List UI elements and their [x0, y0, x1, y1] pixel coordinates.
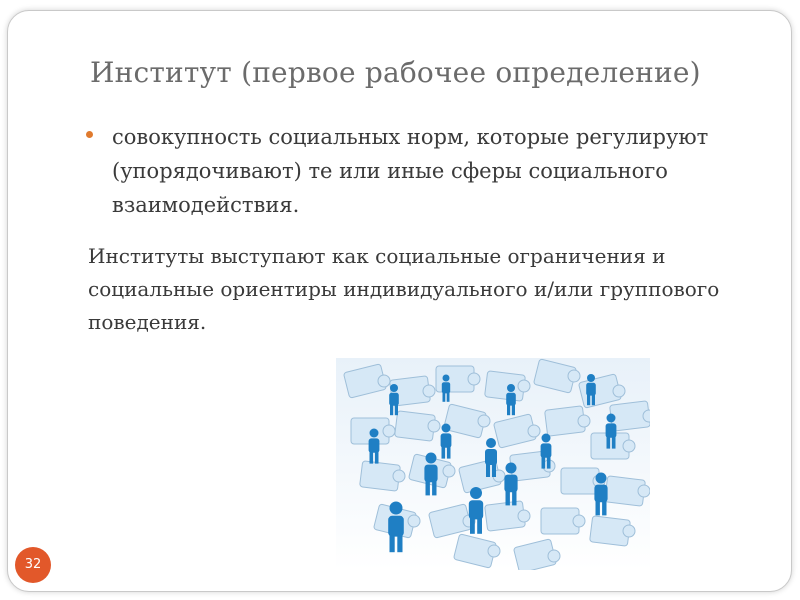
puzzle-knob	[378, 375, 390, 387]
body-paragraph: Институты выступают как социальные ограничения и социальные ориентиры индивидуального и/или группового поведения.	[88, 244, 720, 334]
puzzle-knob	[568, 370, 580, 382]
puzzle-knob	[518, 380, 530, 392]
puzzle-knob	[548, 550, 560, 562]
puzzle-knob	[393, 470, 405, 482]
puzzle-knob	[488, 545, 500, 557]
bullet-item	[86, 120, 746, 222]
puzzle-knob	[383, 425, 395, 437]
puzzle-knob	[623, 440, 635, 452]
puzzle-knob	[638, 485, 650, 497]
puzzle-knob	[643, 410, 650, 422]
puzzle-knob	[423, 385, 435, 397]
puzzle-people-illustration	[336, 358, 650, 570]
puzzle-knob	[528, 425, 540, 437]
puzzle-knob	[623, 525, 635, 537]
bullet-dot-icon	[86, 131, 93, 138]
page-number-badge: 32	[15, 547, 51, 583]
puzzle-knob	[573, 515, 585, 527]
puzzle-knob	[443, 465, 455, 477]
puzzle-knob	[613, 385, 625, 397]
puzzle-knob	[578, 415, 590, 427]
slide-title: Институт (первое рабочее определение)	[90, 56, 701, 89]
puzzle-knob	[408, 515, 420, 527]
puzzle-knob	[518, 510, 530, 522]
bullet-text: совокупность социальных норм, которые регулируют (упорядочивают) те или иные сферы социального взаимодействия.	[112, 125, 709, 217]
puzzle-knob	[428, 420, 440, 432]
puzzle-knob	[478, 415, 490, 427]
puzzle-knob	[468, 373, 480, 385]
